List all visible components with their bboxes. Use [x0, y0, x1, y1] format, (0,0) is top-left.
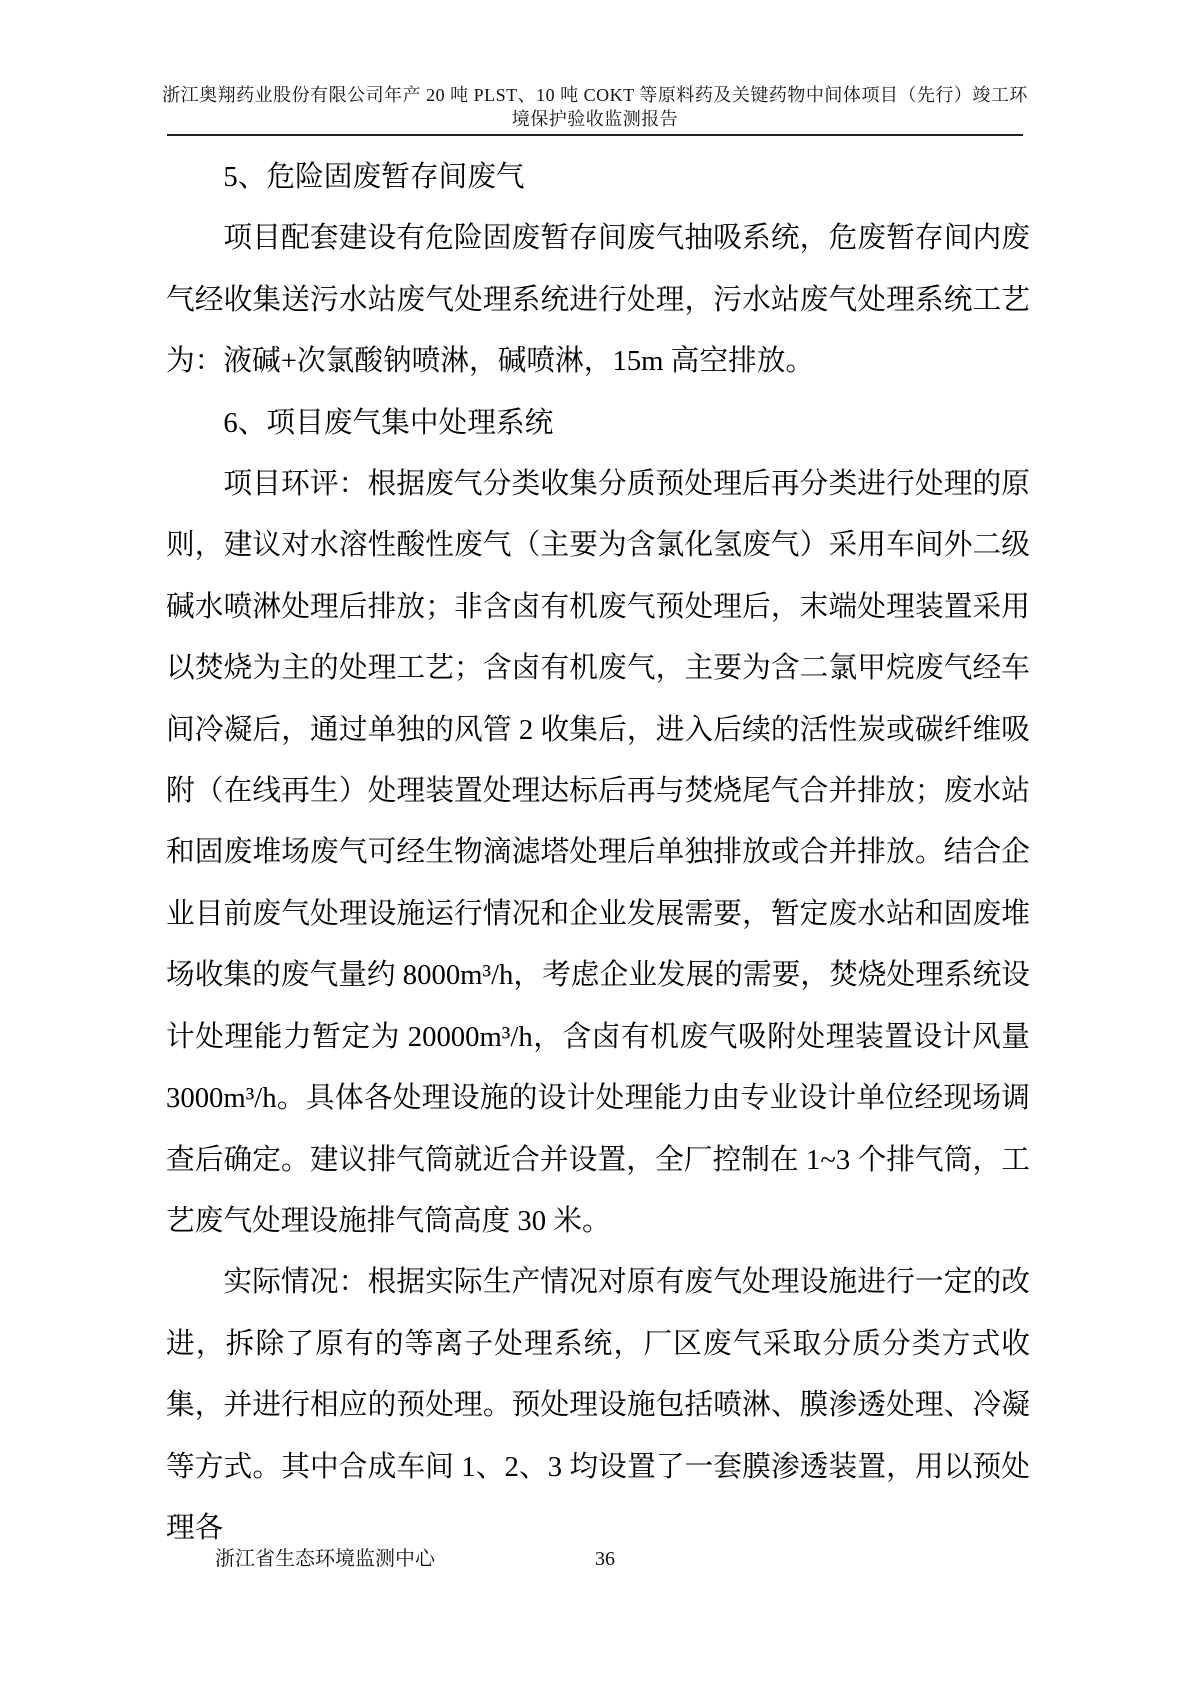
section-heading-5: 5、危险固废暂存间废气 — [223, 161, 525, 193]
document-body — [166, 147, 1030, 1559]
page-header-title: 浙江奥翔药业股份有限公司年产 20 吨 PLST、10 吨 COKT 等原料药及关键药物中间体项目（先行）竣工环境保护验收监测报告 — [162, 85, 1028, 129]
header-rule — [167, 134, 1023, 136]
paragraph-actual-situation: 实际情况：根据实际生产情况对原有废气处理设施进行一定的改进，拆除了原有的等离子处理系统，厂区废气采取分质分类方式收集，并进行相应的预处理。预处理设施包括喷淋、膜渗透处理、冷凝等方式。其中合成车间 1、2、3 均设置了一套膜渗透装置，用以预处理各 — [166, 1266, 1030, 1544]
page-number: 36 — [595, 1548, 615, 1570]
section-heading-6: 6、项目废气集中处理系统 — [223, 406, 554, 439]
footer-organization: 浙江省生态环境监测中心 — [215, 1548, 435, 1570]
paragraph-eia-requirements: 项目环评：根据废气分类收集分质预处理后再分类进行处理的原则，建议对水溶性酸性废气（主要为含氯化氢废气）采用车间外二级碱水喷淋处理后排放；非含卤有机废气预处理后，末端处理装置采用以焚烧为主的处理工艺；含卤有机废气，主要为含二氯甲烷废气经车间冷凝后，通过单独的风管 2 收集后，进入后续的活性炭或碳纤维吸附（在线再生）处理装置处理达标后再与焚烧尾气合并排放；废水站和固废堆场废气可经生物滴滤塔处理后单独排放或合并排放。结合企业目前废气处理设施运行情况和企业发展需要，暂定废水站和固废堆场收集的废气量约 8000m³/h，考虑企业发展的需要，焚烧处理系统设计处理能力暂定为 20000m³/h，含卤有机废气吸附处理装置设计风量 3000m³/h。具体各处理设施的设计处理能力由专业设计单位经现场调查后确定。建议排气筒就近合并设置，全厂控制在 1~3 个排气筒，工艺废气处理设施排气筒高度 30 米。 — [166, 468, 1030, 1237]
paragraph-hazardous-waste-storage-gas: 项目配套建设有危险固废暂存间废气抽吸系统，危废暂存间内废气经收集送污水站废气处理系统进行处理，污水站废气处理系统工艺为：液碱+次氯酸钠喷淋，碱喷淋，15m 高空排放。 — [166, 222, 1030, 378]
page-footer — [215, 1545, 1030, 1575]
